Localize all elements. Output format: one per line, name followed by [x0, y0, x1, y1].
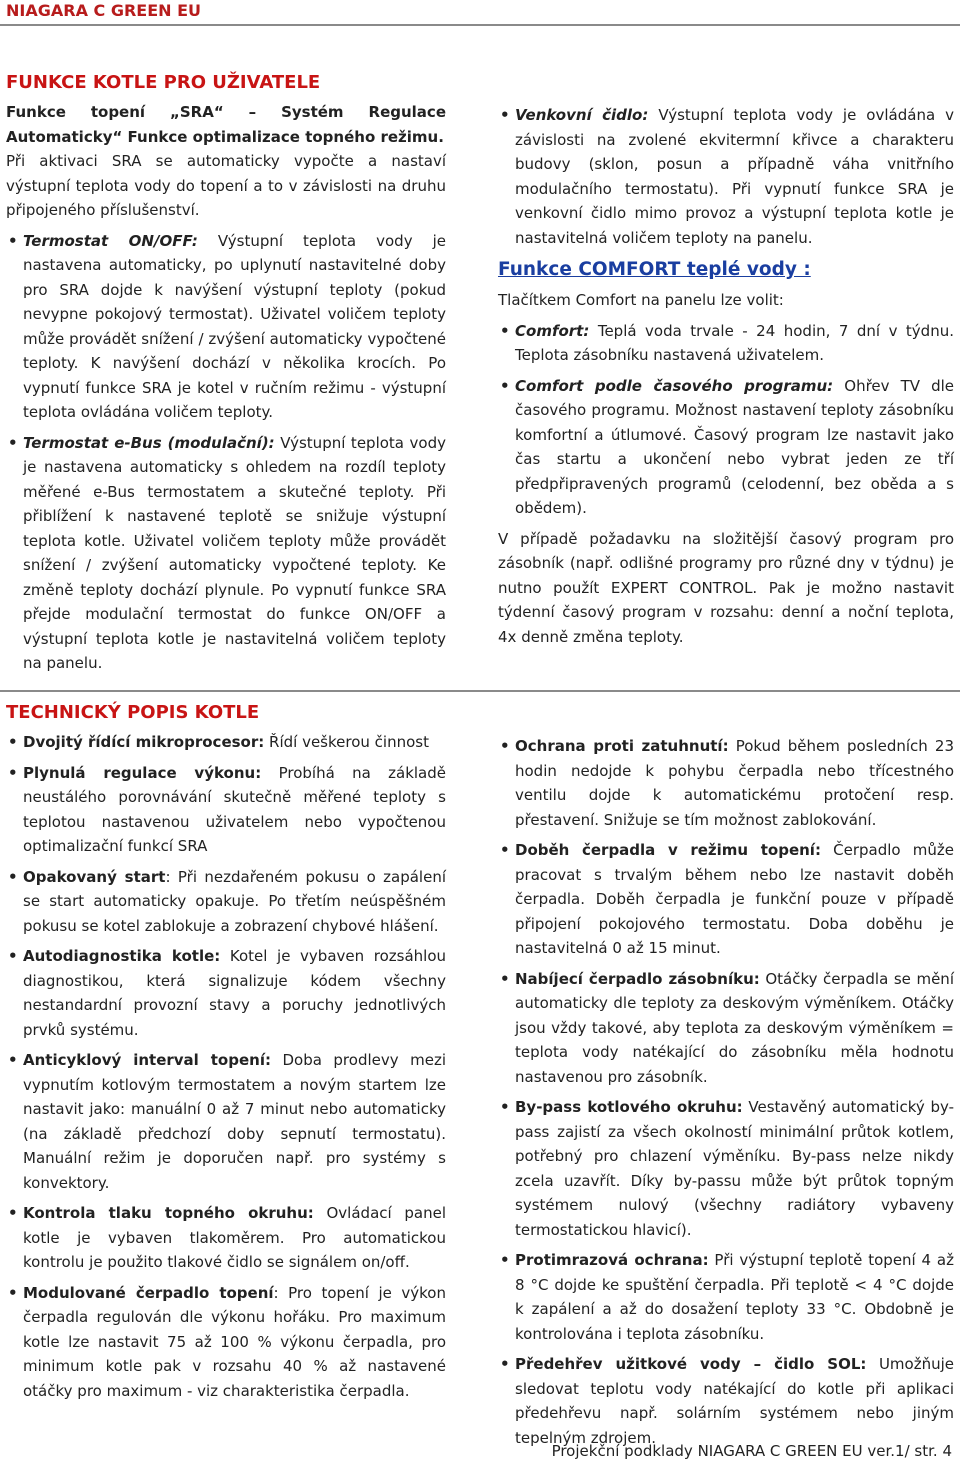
list-item-title: Opakovaný start	[23, 867, 166, 886]
section1-left-column	[6, 70, 446, 682]
list-item-title: Doběh čerpadla v režimu topení:	[515, 841, 821, 859]
sra-intro-text: Při aktivaci SRA se automaticky vypočte a nastaví výstupní teplota vody do topení a to v závislosti na druhu připojeného příslušenství.	[6, 152, 446, 219]
list-item	[498, 103, 954, 250]
comfort-heading: Funkce COMFORT teplé vody :	[498, 259, 811, 280]
list-item-title: Anticyklový interval topení:	[23, 1051, 271, 1069]
list-item	[6, 761, 446, 859]
list-item	[498, 319, 954, 368]
list-item-text: Kotel je vybaven rozsáhlou diagnostikou, která signalizuje kódem všechny nestandardní provozní stavy a poruchy jednotlivých prvků systému.	[23, 947, 446, 1039]
section-divider	[0, 690, 960, 692]
comfort-intro: Tlačítkem Comfort na panelu lze volit:	[498, 291, 784, 309]
list-item-text: : Při nezdařeném pokusu o zapálení se start automaticky opakuje. Po třetím neúspěšném pokusu se kotel zablokuje a zobrazení chybové hlášení.	[23, 867, 447, 935]
list-item-title: Comfort podle časového programu:	[515, 376, 834, 395]
list-item-title: Termostat e-Bus (modulační):	[23, 433, 275, 452]
document-header-title: NIAGARA C GREEN EU	[6, 1, 202, 20]
comfort-list	[498, 319, 954, 521]
list-item	[498, 967, 954, 1090]
list-item-title: Protimrazová ochrana:	[515, 1251, 709, 1269]
list-item	[498, 374, 954, 521]
list-item	[6, 944, 446, 1042]
comfort-outro: V případě požadavku na složitější časový program pro zásobník (např. odlišné programy pro různé dny v týdnu) je nutno použít EXPERT CONTROL. Pak je možno nastavit týdenní časový program v rozsahu: denní a noční teplota, 4x denně změna teploty.	[498, 529, 954, 646]
list-item-text: Otáčky čerpadla se mění automaticky dle teploty za deskovým výměníkem. Otáčky jsou vždy takové, aby teplota za deskovým výměníkem = teplota vody natékající do zásobníku měla hodnotu nastavenou pro zásobník.	[515, 969, 954, 1086]
list-item	[498, 838, 954, 961]
list-item-text: Výstupní teplota vody je nastavena automaticky s ohledem na rozdíl teploty měřené e-Bus termostatem a skutečné teploty. Při přiblížení k nastavené teplotě se snižuje výstupní teplota kotle. Uživatel voličem teploty může provádět snížení / zvýšení automaticky vypočtené teploty. Ke změně teploty dochází plynule. Po vypnutí funkce SRA přejde modulační termostat do funkce ON/OFF a výstupní teplota kotle je nastavitelná voličem teploty na panelu.	[23, 433, 446, 672]
section2-right-column	[498, 734, 954, 1456]
technical-list-right	[498, 734, 954, 1450]
list-item-text: Umožňuje sledovat teplotu vody natékající do kotle při aplikaci předehřevu např. solárním systémem nebo jiným tepelným zdrojem.	[515, 1355, 954, 1447]
list-item	[6, 730, 446, 755]
list-item	[6, 431, 446, 676]
list-item-title: Termostat ON/OFF:	[23, 231, 198, 250]
header-divider	[0, 24, 960, 26]
list-item-title: Autodiagnostika kotle:	[23, 947, 221, 965]
list-item-text: Výstupní teplota vody je ovládána v závislosti na zvolené ekvitermní křivce a charakteru budovy (sklon, posun a případně váha vnitřního modulačního termostatu). Při vypnutí funkce SRA je venkovní čidlo mimo provoz a výstupní teplota kotle je nastavitelná voličem teploty na panelu.	[515, 106, 954, 247]
section2-left-column	[6, 700, 446, 1409]
list-item	[498, 1352, 954, 1450]
list-item-title: Předehřev užitkové vody – čidlo SOL:	[515, 1355, 867, 1373]
list-item	[6, 865, 446, 939]
section1-right-column	[498, 103, 954, 649]
sra-intro-title: Funkce topení „SRA“ – Systém Regulace Automaticky“ Funkce optimalizace topného režimu.	[6, 103, 446, 146]
list-item-text: : Pro topení je výkon čerpadla regulován dle výkonu hořáku. Pro maximum kotle lze nastavit 75 až 100 % výkonu čerpadla, pro minimum kotle pak v rozsahu 40 % až nastavené otáčky pro maximum - viz charakteristika čerpadla.	[23, 1283, 446, 1400]
sra-thermostat-list	[6, 229, 446, 676]
section1-heading: FUNKCE KOTLE PRO UŽIVATELE	[6, 72, 321, 93]
list-item-title: Modulované čerpadlo topení	[23, 1283, 274, 1302]
list-item	[498, 1248, 954, 1346]
list-item-text: Při výstupní teplotě topení 4 až 8 °C dojde ke spuštění čerpadla. Při teplotě < 4 °C dojde k zapálení a až do dosažení teploty 33 °C. Obdobně je kontrolována i teplota zásobníku.	[515, 1251, 954, 1343]
section2-heading: TECHNICKÝ POPIS KOTLE	[6, 702, 260, 723]
list-item	[6, 229, 446, 425]
list-item-text: Výstupní teplota vody je nastavena automaticky, po uplynutí nastavitelné doby pro SRA dojde k navýšení výstupní teploty (pokud nevypne pokojový termostat). Uživatel voličem teploty může provádět snížení / zvýšení automaticky vypočtené teploty. K navýšení dochází v několika krocích. Po vypnutí funkce SRA je kotel v ručním režimu - výstupní teplota ovládána voličem teploty.	[23, 231, 446, 421]
list-item-title: Comfort:	[515, 321, 590, 340]
list-item	[6, 1281, 446, 1404]
list-item-title: Venkovní čidlo:	[515, 106, 649, 124]
list-item-title: Nabíjecí čerpadlo zásobníku:	[515, 969, 760, 988]
list-item-text: Ohřev TV dle časového programu. Možnost nastavení teploty zásobníku komfortní a útlumové. Časový program lze nastavit jako čas startu a ukončení nebo vybrat jeden ze tří předpřipravených programů (celodenní, bez oběda a s obědem).	[515, 376, 954, 517]
list-item-text: Ovládací panel kotle je vybaven tlakoměrem. Pro automatickou kontrolu je použito tlakové čidlo se signálem on/off.	[23, 1204, 446, 1271]
list-item-text: Teplá voda trvale - 24 hodin, 7 dní v týdnu. Teplota zásobníku nastavená uživatelem.	[515, 321, 954, 364]
list-item-text: Vestavěný automatický by-pass zajistí za všech okolností minimální průtok kotlem, potřebný pro chlazení výměníku. By-pass nelze nikdy zcela uzavřít. Díky by-passu může být průtok topným systémem nulový (všechny radiátory vybaveny termostatickou hlavicí).	[515, 1098, 954, 1239]
list-item-text: Čerpadlo může pracovat s trvalým během nebo lze nastavit doběh čerpadla. Doběh čerpadla je funkční pouze v případě připojení pokojového termostatu. Doba doběhu je nastavitelná 0 až 15 minut.	[515, 841, 954, 957]
outdoor-sensor-list	[498, 103, 954, 250]
technical-list-left	[6, 730, 446, 1403]
list-item-text: Doba prodlevy mezi vypnutím kotlovým termostatem a novým startem lze nastavit jako: manuální 0 až 7 minut nebo automaticky (na základě předchozí doby sepnutí termostatu). Manuální režim je doporučen např. pro systémy s konvektory.	[23, 1051, 446, 1192]
list-item-title: Kontrola tlaku topného okruhu:	[23, 1204, 314, 1222]
list-item-title: By-pass kotlového okruhu:	[515, 1098, 743, 1116]
list-item-title: Ochrana proti zatuhnutí:	[515, 737, 729, 755]
list-item	[498, 1095, 954, 1242]
list-item-text: Pokud během posledních 23 hodin nedojde k pohybu čerpadla nebo třícestného ventilu dojde k automatickému protočení resp. přestavení. Snižuje se tím možnost zablokování.	[515, 737, 954, 829]
list-item	[498, 734, 954, 832]
list-item	[6, 1048, 446, 1195]
page-footer: Projekční podklady NIAGARA C GREEN EU ver.1/ str. 4	[551, 1442, 952, 1460]
list-item-title: Dvojitý řídící mikroprocesor:	[23, 733, 265, 751]
list-item	[6, 1201, 446, 1275]
list-item-title: Plynulá regulace výkonu:	[23, 763, 262, 782]
list-item-text: Řídí veškerou činnost	[269, 733, 429, 751]
list-item-text: Probíhá na základě neustálého porovnávání skutečně měřené teploty s teplotou nastavenou uživatelem nebo vypočtenou optimalizační funkcí SRA	[23, 763, 446, 855]
